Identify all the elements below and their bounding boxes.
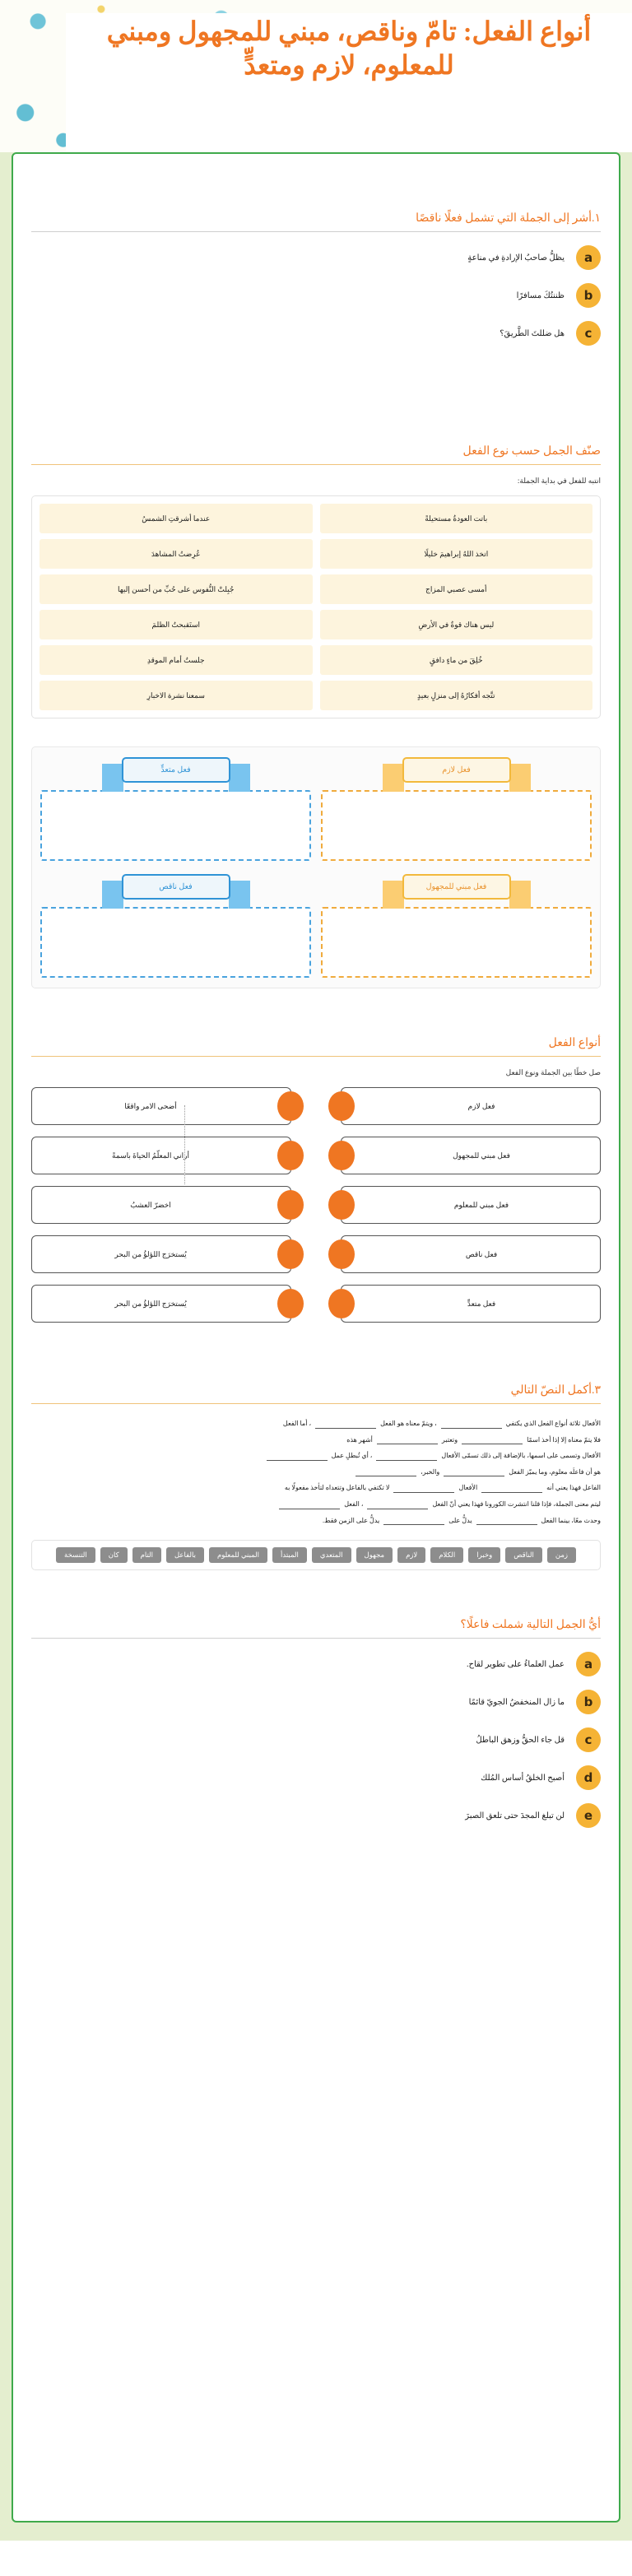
word-chip[interactable]: وخبرا bbox=[468, 1547, 500, 1563]
q5-option-a[interactable] bbox=[31, 1652, 601, 1676]
cloze-text: الفاعل فهذا يعني أنه bbox=[546, 1484, 601, 1492]
dropzone-area-majhul[interactable] bbox=[321, 907, 592, 978]
word-chip[interactable]: الناقص bbox=[505, 1547, 542, 1563]
cloze-text: ليتم معنى الجملة، فإذا قلنا انتشرت الكورونا فهذا يعني أنّ الفعل bbox=[432, 1500, 601, 1508]
page-header bbox=[0, 0, 632, 152]
option-text-c: قل جاء الحقُّ وزهق الباطلُ bbox=[476, 1735, 565, 1745]
match-target-2[interactable] bbox=[341, 1186, 601, 1224]
dropzone-area-lazim[interactable] bbox=[321, 790, 592, 861]
cloze-line bbox=[31, 1432, 601, 1448]
match-knob-icon[interactable] bbox=[328, 1190, 355, 1220]
ribbon-label: فعل ناقص bbox=[122, 874, 230, 900]
q3-matching-grid bbox=[31, 1087, 601, 1334]
word-chip[interactable]: الكلام bbox=[430, 1547, 463, 1563]
match-source-0[interactable] bbox=[31, 1087, 291, 1125]
word-chip[interactable]: بالفاعل bbox=[166, 1547, 204, 1563]
table-cell-right[interactable]: عندما أشرقتِ الشمسُ bbox=[40, 504, 313, 533]
worksheet-background bbox=[0, 152, 632, 2541]
match-knob-icon[interactable] bbox=[277, 1239, 304, 1269]
option-text-e: لن تبلغ المجدَ حتى تلعق الصبرَ bbox=[465, 1811, 565, 1820]
cloze-blank[interactable] bbox=[393, 1484, 454, 1493]
cloze-blank[interactable] bbox=[476, 1516, 537, 1525]
section-q3 bbox=[31, 1036, 601, 1334]
matching-column-sentences bbox=[31, 1087, 316, 1334]
cloze-blank[interactable] bbox=[444, 1467, 504, 1476]
table-row bbox=[40, 681, 592, 710]
table-cell-left[interactable]: باتت العودةُ مستحيلةً bbox=[320, 504, 593, 533]
cloze-text: يدلُّ على bbox=[448, 1516, 472, 1524]
cloze-blank[interactable] bbox=[267, 1452, 328, 1461]
match-source-label: اخضرّ العشبُ bbox=[130, 1200, 171, 1209]
table-cell-left[interactable]: اتخذ اللهُ إبراهيمَ خليلًا bbox=[320, 539, 593, 569]
cloze-text: هو أن فاعلَه معلوم، وما يميّز الفعل bbox=[509, 1467, 601, 1476]
cloze-text: ، أما الفعل bbox=[282, 1420, 312, 1427]
table-row bbox=[40, 574, 592, 604]
ribbon-tail-left-icon bbox=[383, 881, 404, 909]
option-text-a: عمل العلماءُ على تطوير لقاح. bbox=[467, 1659, 565, 1669]
section-q5 bbox=[31, 1618, 601, 1828]
dropzone-row-2 bbox=[40, 874, 592, 978]
option-key-a: a bbox=[576, 245, 601, 270]
ribbon-label: فعل لازم bbox=[402, 757, 511, 783]
ribbon-tail-right-icon bbox=[509, 764, 531, 792]
cloze-blank[interactable] bbox=[315, 1420, 376, 1429]
match-knob-icon[interactable] bbox=[328, 1239, 355, 1269]
cloze-line bbox=[31, 1480, 601, 1496]
table-cell-left[interactable]: خُلِقَ من ماءٍ دافقٍ bbox=[320, 645, 593, 675]
match-target-4[interactable] bbox=[341, 1285, 601, 1323]
table-row bbox=[40, 645, 592, 675]
q5-option-b[interactable] bbox=[31, 1690, 601, 1714]
option-key-a: a bbox=[576, 1652, 601, 1676]
cloze-blank[interactable] bbox=[356, 1467, 416, 1476]
q5-divider bbox=[31, 1638, 601, 1639]
dropzone-majhul[interactable] bbox=[321, 874, 592, 978]
section-q2 bbox=[31, 444, 601, 718]
match-source-label: أراني المعلّمُ الحياةَ باسمةً bbox=[112, 1151, 189, 1160]
ribbon-tail-left-icon bbox=[102, 881, 123, 909]
table-cell-right[interactable]: جلستُ أمام الموقدِ bbox=[40, 645, 313, 675]
cloze-blank[interactable] bbox=[481, 1484, 542, 1493]
q4-divider bbox=[31, 1403, 601, 1404]
ribbon-label: فعل مبني للمجهول bbox=[402, 874, 511, 900]
table-cell-left[interactable]: تتَّجه أفكارُهُ إلى منزلٍ بعيدٍ bbox=[320, 681, 593, 710]
ribbon-tail-right-icon bbox=[229, 881, 250, 909]
ribbon-tail-left-icon bbox=[102, 764, 123, 792]
q5-title: أيُّ الجمل التالية شملت فاعلًا؟ bbox=[460, 1619, 601, 1632]
match-target-label: فعل متعدٍّ bbox=[467, 1299, 496, 1308]
match-knob-icon[interactable] bbox=[277, 1190, 304, 1220]
cloze-blank[interactable] bbox=[377, 1435, 438, 1444]
table-cell-right[interactable]: عُرِضتُ المشاهدَ bbox=[40, 539, 313, 569]
q1-divider bbox=[31, 231, 601, 232]
cloze-text: وتعتبر bbox=[441, 1435, 458, 1444]
q4-title: ٣.أكمل النصّ التالي bbox=[510, 1384, 601, 1397]
match-knob-icon[interactable] bbox=[277, 1141, 304, 1170]
word-chip[interactable]: التام bbox=[132, 1547, 161, 1563]
q2-sentence-table bbox=[31, 495, 601, 718]
q3-title: أنواع الفعل bbox=[548, 1037, 601, 1049]
q5-option-d[interactable] bbox=[31, 1765, 601, 1790]
match-source-4[interactable] bbox=[31, 1285, 291, 1323]
cloze-text: الأفعال bbox=[458, 1484, 478, 1492]
match-source-label: أضحى الامر واقعًا bbox=[124, 1101, 177, 1110]
dropzone-naqis[interactable] bbox=[40, 874, 311, 978]
option-text-c: هل ضللتَ الطَّريقَ؟ bbox=[500, 328, 565, 338]
q3-divider bbox=[31, 1056, 601, 1057]
word-chip[interactable]: المبتدأ bbox=[272, 1547, 307, 1563]
match-knob-icon[interactable] bbox=[328, 1091, 355, 1121]
q1-option-list bbox=[31, 245, 601, 346]
dropzone-row-1 bbox=[40, 757, 592, 861]
table-cell-right[interactable]: سمعنا نشرة الاخبارِ bbox=[40, 681, 313, 710]
matching-column-types bbox=[316, 1087, 601, 1334]
section-dropzones bbox=[31, 746, 601, 988]
match-source-2[interactable] bbox=[31, 1186, 291, 1224]
cloze-text: ، ويتمّ معناه هو الفعل bbox=[380, 1420, 437, 1427]
drawn-connector-line bbox=[184, 1105, 185, 1184]
cloze-text: ، الفعل bbox=[344, 1500, 364, 1508]
cloze-line bbox=[31, 1513, 601, 1529]
q4-word-bank bbox=[31, 1540, 601, 1570]
q3-instruction: صل خطًا بين الجملة ونوع الفعل bbox=[505, 1068, 601, 1076]
ribbon-tail-left-icon bbox=[383, 764, 404, 792]
table-row bbox=[40, 539, 592, 569]
dropzone-lazim[interactable] bbox=[321, 757, 592, 861]
match-knob-icon[interactable] bbox=[328, 1141, 355, 1170]
match-knob-icon[interactable] bbox=[277, 1289, 304, 1318]
dropzone-area-naqis[interactable] bbox=[40, 907, 311, 978]
table-cell-right[interactable]: جُبِلتْ النُّفوس على حُبِّ من أحسن إليها bbox=[40, 574, 313, 604]
ribbon-label: فعل متعدٍّ bbox=[122, 757, 230, 783]
q1-option-c[interactable] bbox=[31, 321, 601, 346]
word-chip[interactable]: مجهول bbox=[356, 1547, 393, 1563]
option-key-c: c bbox=[576, 1727, 601, 1752]
word-chip[interactable]: التنسخة bbox=[56, 1547, 95, 1563]
word-chip[interactable]: زمن bbox=[547, 1547, 576, 1563]
cloze-text: لا تكتفي بالفاعل وتتعداه لتأخذ مفعولًا به bbox=[284, 1484, 390, 1492]
cloze-text: الأفعال وتسمى على اسمها، بالإضافة إلى ذلك تسمّى الأفعال bbox=[441, 1452, 601, 1460]
match-target-label: فعل مبني للمعلوم bbox=[453, 1200, 509, 1209]
q2-instruction: انتبه للفعل في بداية الجملة: bbox=[517, 477, 601, 485]
cloze-text: أشهر هذه bbox=[346, 1435, 373, 1444]
worksheet-sheet bbox=[12, 152, 620, 2523]
ribbon-tail-right-icon bbox=[509, 881, 531, 909]
match-target-label: فعل لازم bbox=[467, 1101, 495, 1110]
page-title: أنواع الفعل: تامّ وناقص، مبني للمجهول ومبني للمعلوم، لازم ومتعدٍّ bbox=[106, 16, 592, 80]
match-source-label: يُستخرَج اللؤلؤُ من البحر bbox=[114, 1299, 187, 1308]
table-cell-right[interactable]: استَقبحتُ الظلمَ bbox=[40, 610, 313, 639]
title-plate bbox=[66, 13, 632, 152]
cloze-blank[interactable] bbox=[441, 1420, 502, 1429]
ribbon-banner-mutaaddi bbox=[122, 757, 230, 783]
match-target-1[interactable] bbox=[341, 1137, 601, 1174]
q5-option-c[interactable] bbox=[31, 1727, 601, 1752]
table-row bbox=[40, 504, 592, 533]
cloze-text: يدلُّ على الزمن فقط. bbox=[322, 1516, 380, 1524]
word-chip[interactable]: المبني للمعلوم bbox=[209, 1547, 267, 1563]
cloze-line bbox=[31, 1464, 601, 1481]
word-chip[interactable]: لازم bbox=[397, 1547, 425, 1563]
q2-divider bbox=[31, 464, 601, 465]
option-key-b: b bbox=[576, 1690, 601, 1714]
match-source-3[interactable] bbox=[31, 1235, 291, 1273]
dropzone-mutaaddi[interactable] bbox=[40, 757, 311, 861]
table-row bbox=[40, 610, 592, 639]
ribbon-banner-majhul bbox=[402, 874, 511, 900]
q5-option-list bbox=[31, 1652, 601, 1828]
match-knob-icon[interactable] bbox=[328, 1289, 355, 1318]
option-text-b: ظننتُكَ مسافرًا bbox=[516, 291, 565, 300]
match-knob-icon[interactable] bbox=[277, 1091, 304, 1121]
section-q1 bbox=[31, 212, 601, 346]
table-cell-left[interactable]: أمسى عصبي المزاج bbox=[320, 574, 593, 604]
match-target-label: فعل ناقص bbox=[465, 1249, 498, 1258]
ribbon-banner-naqis bbox=[122, 874, 230, 900]
ribbon-banner-lazim bbox=[402, 757, 511, 783]
ribbon-tail-right-icon bbox=[229, 764, 250, 792]
option-text-b: ما زال المنخفضُ الجويّ قائمًا bbox=[468, 1697, 565, 1707]
q1-option-b[interactable] bbox=[31, 283, 601, 308]
q1-title: ١.أشر إلى الجملة التي تشمل فعلًا ناقصًا bbox=[416, 212, 601, 225]
cloze-text: فلا يتمّ معناه إلا إذا أخذ اسمًا bbox=[527, 1435, 601, 1444]
word-chip[interactable]: المتعدي bbox=[312, 1547, 351, 1563]
match-target-0[interactable] bbox=[341, 1087, 601, 1125]
cloze-line bbox=[31, 1416, 601, 1432]
option-text-d: أصبح الخلقُ أساس المُلك bbox=[481, 1773, 565, 1783]
cloze-text: وحدث معًا، بينما الفعل bbox=[541, 1516, 601, 1524]
q2-title: صنّف الجمل حسب نوع الفعل bbox=[462, 445, 601, 458]
dropzone-area-mutaaddi[interactable] bbox=[40, 790, 311, 861]
match-source-label: يُستخرَج اللؤلؤُ من البحر bbox=[114, 1249, 187, 1258]
section-q4 bbox=[31, 1383, 601, 1570]
option-text-a: يظلُّ صاحبُ الإرادةِ في مناعةٍ bbox=[467, 253, 565, 263]
cloze-blank[interactable] bbox=[279, 1500, 340, 1509]
q5-option-e[interactable] bbox=[31, 1803, 601, 1828]
cloze-line bbox=[31, 1496, 601, 1513]
word-chip[interactable]: كان bbox=[100, 1547, 128, 1563]
option-key-c: c bbox=[576, 321, 601, 346]
match-target-3[interactable] bbox=[341, 1235, 601, 1273]
dropzone-frame bbox=[31, 746, 601, 988]
option-key-d: d bbox=[576, 1765, 601, 1790]
cloze-text: والخبر، bbox=[421, 1467, 440, 1476]
cloze-blank[interactable] bbox=[383, 1516, 444, 1525]
cloze-blank[interactable] bbox=[367, 1500, 428, 1509]
cloze-text: ، أي تُبطلِ عمل bbox=[331, 1452, 373, 1460]
cloze-text: الأفعال ثلاثة أنواع الفعل الذي يكتفي bbox=[505, 1420, 601, 1427]
table-cell-left[interactable]: ليس هناك قوةٌ في الأرضِ bbox=[320, 610, 593, 639]
q1-option-a[interactable] bbox=[31, 245, 601, 270]
cloze-blank[interactable] bbox=[462, 1435, 523, 1444]
cloze-line bbox=[31, 1448, 601, 1464]
match-source-1[interactable] bbox=[31, 1137, 291, 1174]
match-target-label: فعل مبني للمجهول bbox=[453, 1151, 510, 1160]
option-key-b: b bbox=[576, 283, 601, 308]
option-key-e: e bbox=[576, 1803, 601, 1828]
q4-cloze-paragraph bbox=[31, 1416, 601, 1528]
cloze-blank[interactable] bbox=[376, 1452, 437, 1461]
